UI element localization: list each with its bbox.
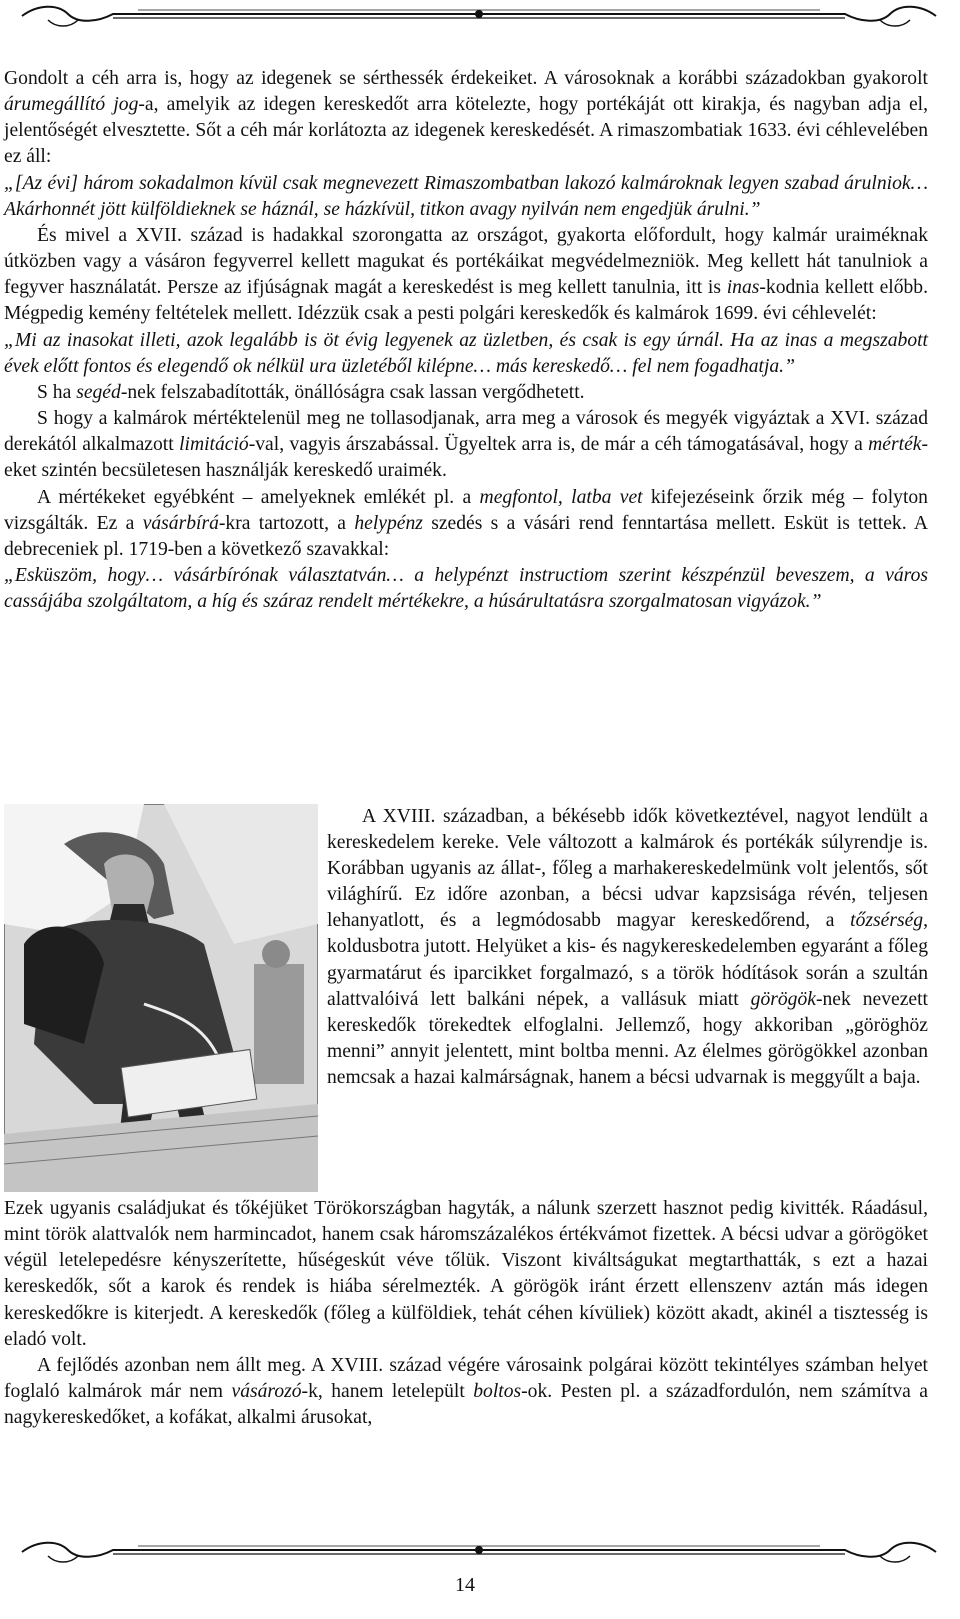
- italic-text-segment: segéd: [76, 381, 121, 403]
- text-segment: S hogy a kalmárok mértéktelenül meg ne tollasodjanak, arra meg a városok és megyék vigyáztak a XVI. század derekától alkalmazott: [4, 408, 928, 456]
- italic-text-segment: görögök: [750, 988, 816, 1010]
- body-paragraph: [4, 406, 928, 484]
- italic-text-segment: vásárbírá: [142, 512, 219, 534]
- text-segment: -k, hanem letelepült: [301, 1381, 474, 1403]
- page-number: 14: [455, 1574, 475, 1596]
- italic-text-segment: megfontol, latba vet: [479, 486, 643, 508]
- text-segment: -a, amelyik az idegen kereskedőt arra kötelezte, hogy portékáját ott kirakja, és nagyban adja el, jelentőségét elvesztette. Sőt a céh már korlátozta az idegenek kereskedését. A rimaszombatiak 1633. évi céhlevelében ez áll:: [4, 94, 928, 168]
- text-segment: A fejlődés azonban nem állt meg. A XVIII. század végére városaink polgárai között tekintélyes számban helyet foglaló kalmárok már nem: [4, 1354, 928, 1403]
- text-segment: -eket szintén becsületesen használják kereskedő uraimék.: [4, 434, 928, 482]
- italic-text-segment: boltos: [473, 1381, 522, 1403]
- italic-text-segment: „[Az évi] három sokadalmon kívül csak megnevezett Rimaszombatban lakozó kalmároknak legyen szabad árulniok… Akárhonnét jött külföldieknek se háznál, se házkívül, titkon avagy nyilván nem engedjük árulni.”: [4, 172, 928, 220]
- text-segment: És mivel a XVII. század is hadakkal szorongatta az országot, gyakorta előfordult, hogy kalmár uraiméknak útközben vagy a vásáron fegyverrel kellett magukat és portékáikat megvédelmezniök. Meg kellett hát tanulniok a fegyver használatát. Persze az ifjúságnak magát a kereskedést is meg kellett tanulnia, itt is: [4, 224, 928, 299]
- body-paragraph: [327, 804, 928, 1091]
- text-segment: , koldusbotra jutott. Helyüket a kis- és nagykereskedelemben egyaránt a főleg gyarmatárut és iparcikket forgalmazó, s a török hódítások során a szultán alattvalóivá lett balkáni népek, a vallásuk miatt: [327, 910, 928, 1010]
- text-segment: A XVIII. században, a békésebb idők következtével, nagyot lendült a kereskedelem kereke. Vele változott a kalmárok és portékák súlyrendje is. Korábban ugyanis az állat-, főleg a marhakereskedelmünk volt jelentős, sőt világhírű. Ez időre azonban, a bécsi udvar kapzsisága révén, teljesen lehanyatlott, és a legmódosabb magyar kereskedőrend, a: [327, 806, 928, 932]
- body-paragraph: [4, 1353, 928, 1431]
- quotation-paragraph: [4, 563, 928, 615]
- bottom-text-block: [4, 1196, 928, 1431]
- italic-text-segment: helypénz: [354, 512, 423, 534]
- italic-text-segment: limitáció: [179, 434, 249, 456]
- italic-text-segment: „Mi az inasokat illeti, azok legalább is öt évig legyenek az üzletben, és csak is egy úrnál. Ha az inas a megszabott évek előtt fontos és elegendő ok nélkül ura üzletéből kilépne… más kereskedő… fel nem fogadhatja.”: [4, 329, 928, 377]
- text-segment: -val, vagyis árszabással. Ügyeltek arra is, de már a céh támogatásával, hogy a: [248, 434, 869, 456]
- text-segment: -kra tartozott, a: [218, 512, 355, 534]
- text-segment: Ezek ugyanis családjukat és tőkéjüket Törökországban hagyták, a nálunk szerzett hasznot pedig kivitték. Ráadásul, mint török alattvalók nem harmincadot, hanem csak háromszázalékos értékvámot fizettek. A bécsi udvar a görögöket végül letelepedésre kényszerítette, hűségeskút véve tőlük. Viszont kiváltságukat megtarthatták, s ezt a hazai kereskedők, sőt a karok és rendek is hiába sérelmezték. A görögök iránt érzett ellenszenv aztán más idegen kereskedőkre is kiterjedt. A kereskedők (főleg a külföldiek, tehát céhen kívüliek) között akadt, akinél a tisztesség is eladó volt.: [4, 1198, 928, 1350]
- text-segment: S ha: [37, 381, 77, 403]
- merchant-engraving-illustration: [4, 804, 318, 1192]
- body-paragraph: [4, 223, 928, 328]
- text-segment: -ok. Pesten pl. a századfordulón, nem számítva a nagykereskedőket, a kofákat, alkalmi árusokat,: [4, 1381, 928, 1429]
- text-segment: szedés s a vásári rend fenntartása mellett. Esküt is tettek. A debreceniek pl. 1719-ben a következő szavakkal:: [4, 512, 928, 560]
- text-segment: -kodnia kellett előbb. Mégpedig kemény feltételek mellett. Idézzük csak a pesti polgári kereskedők és kalmárok 1699. évi céhlevelét:: [4, 277, 928, 325]
- text-segment: Gondolt a céh arra is, hogy az idegenek se sérthessék érdekeiket. A városoknak a korábbi századokban gyakorolt: [4, 68, 928, 89]
- text-segment: -nek nevezett kereskedők törekedtek elfoglalni. Jellemző, hogy akkoriban „göröghöz menni” annyit jelentett, mint boltba menni. Az élelmes görögökkel azonban nemcsak a hazai kalmárságnak, hanem a bécsi udvarnak is meggyűlt a baja.: [327, 988, 928, 1088]
- body-paragraph: [4, 66, 928, 171]
- italic-text-segment: árumegállító jog: [4, 94, 139, 116]
- side-text-block: [327, 804, 928, 1091]
- text-segment: A mértékeket egyébként – amelyeknek emlékét pl. a: [37, 486, 480, 508]
- italic-text-segment: inas: [726, 277, 760, 299]
- top-ornament-divider: [18, 2, 940, 32]
- body-paragraph: [4, 380, 928, 406]
- italic-text-segment: mérték: [868, 434, 922, 456]
- quotation-paragraph: [4, 171, 928, 223]
- text-segment: -nek felszabadították, önállóságra csak lassan vergődhetett.: [120, 381, 585, 403]
- body-paragraph: [4, 1196, 928, 1353]
- bottom-ornament-divider: [18, 1538, 940, 1568]
- quotation-paragraph: [4, 328, 928, 380]
- top-text-block: [4, 66, 928, 615]
- body-paragraph: [4, 485, 928, 563]
- italic-text-segment: vásározó: [231, 1381, 302, 1403]
- text-segment: kifejezéseink őrzik még – folyton vizsgálták. Ez a: [4, 486, 928, 534]
- italic-text-segment: „Esküszöm, hogy… vásárbírónak választatván… a helypénzt instructiom szerint készpénzül beveszem, a város cassájába szolgáltatom, a híg és száraz rendelt mértékekre, a húsárultatásra szorgalmatosan vigyázok.”: [4, 564, 928, 613]
- italic-text-segment: tőzsérség: [850, 910, 924, 932]
